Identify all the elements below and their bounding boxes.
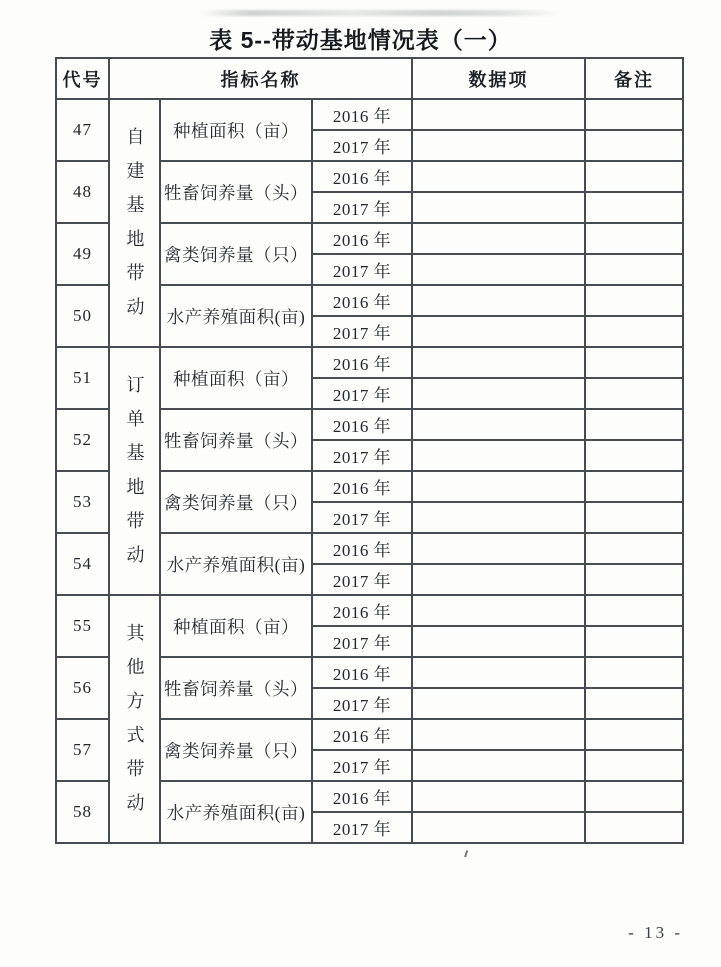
code-cell: 50: [56, 285, 109, 347]
indicator-cell: 牲畜饲养量（头）: [160, 161, 312, 223]
code-cell: 57: [56, 719, 109, 781]
year-cell: 2017 年: [312, 440, 412, 471]
year-cell: 2016 年: [312, 471, 412, 502]
remark-cell: [585, 161, 683, 192]
data-item-cell: [412, 719, 585, 750]
data-item-cell: [412, 781, 585, 812]
page-title: 表 5--带动基地情况表（一）: [209, 27, 512, 53]
year-cell: 2016 年: [312, 719, 412, 750]
year-cell: 2017 年: [312, 812, 412, 843]
remark-cell: [585, 409, 683, 440]
year-cell: 2016 年: [312, 285, 412, 316]
table-row: [56, 595, 683, 626]
group-cell: [109, 347, 160, 595]
year-cell: 2016 年: [312, 657, 412, 688]
header-indicator: 指标名称: [109, 58, 412, 99]
remark-cell: [585, 316, 683, 347]
year-cell: 2016 年: [312, 347, 412, 378]
indicator-cell: 种植面积（亩）: [160, 595, 312, 657]
indicator-cell: 种植面积（亩）: [160, 99, 312, 161]
code-cell: 54: [56, 533, 109, 595]
header-remark: 备注: [585, 58, 683, 99]
code-cell: 48: [56, 161, 109, 223]
page-number: - 13 -: [628, 923, 683, 942]
indicator-cell: 禽类饲养量（只）: [160, 719, 312, 781]
remark-cell: [585, 812, 683, 843]
code-cell: 52: [56, 409, 109, 471]
code-cell: 56: [56, 657, 109, 719]
group-cell: [109, 595, 160, 843]
data-item-cell: [412, 99, 585, 130]
year-cell: 2017 年: [312, 378, 412, 409]
data-item-cell: [412, 409, 585, 440]
data-item-cell: [412, 254, 585, 285]
data-item-cell: [412, 285, 585, 316]
base-driving-table: [55, 57, 684, 844]
scan-artifact-speck: [464, 850, 473, 859]
remark-cell: [585, 564, 683, 595]
scan-artifact-smudge: [200, 10, 560, 16]
data-item-cell: [412, 626, 585, 657]
remark-cell: [585, 192, 683, 223]
year-cell: 2017 年: [312, 688, 412, 719]
year-cell: 2017 年: [312, 316, 412, 347]
data-item-cell: [412, 812, 585, 843]
indicator-cell: 牲畜饲养量（头）: [160, 657, 312, 719]
code-cell: 53: [56, 471, 109, 533]
indicator-cell: 水产养殖面积(亩): [160, 533, 312, 595]
remark-cell: [585, 223, 683, 254]
year-cell: 2017 年: [312, 192, 412, 223]
remark-cell: [585, 781, 683, 812]
remark-cell: [585, 130, 683, 161]
remark-cell: [585, 626, 683, 657]
year-cell: 2017 年: [312, 626, 412, 657]
remark-cell: [585, 440, 683, 471]
remark-cell: [585, 719, 683, 750]
remark-cell: [585, 99, 683, 130]
indicator-cell: 水产养殖面积(亩): [160, 781, 312, 843]
data-item-cell: [412, 564, 585, 595]
year-cell: 2017 年: [312, 564, 412, 595]
remark-cell: [585, 378, 683, 409]
year-cell: 2017 年: [312, 502, 412, 533]
code-cell: 51: [56, 347, 109, 409]
remark-cell: [585, 688, 683, 719]
year-cell: 2017 年: [312, 130, 412, 161]
indicator-cell: 种植面积（亩）: [160, 347, 312, 409]
code-cell: 49: [56, 223, 109, 285]
data-item-cell: [412, 533, 585, 564]
code-cell: 58: [56, 781, 109, 843]
indicator-cell: 禽类饲养量（只）: [160, 223, 312, 285]
data-item-cell: [412, 223, 585, 254]
table-row: [56, 99, 683, 130]
remark-cell: [585, 471, 683, 502]
remark-cell: [585, 750, 683, 781]
data-item-cell: [412, 130, 585, 161]
remark-cell: [585, 254, 683, 285]
data-item-cell: [412, 161, 585, 192]
year-cell: 2017 年: [312, 254, 412, 285]
header-code: 代号: [56, 58, 109, 99]
remark-cell: [585, 502, 683, 533]
group-label: 订单基地带动: [124, 374, 145, 579]
year-cell: 2016 年: [312, 533, 412, 564]
group-label: 其他方式带动: [124, 622, 145, 827]
data-item-cell: [412, 657, 585, 688]
indicator-cell: 水产养殖面积(亩): [160, 285, 312, 347]
data-item-cell: [412, 316, 585, 347]
year-cell: 2016 年: [312, 595, 412, 626]
data-item-cell: [412, 502, 585, 533]
indicator-cell: 禽类饲养量（只）: [160, 471, 312, 533]
data-item-cell: [412, 688, 585, 719]
remark-cell: [585, 347, 683, 378]
data-item-cell: [412, 750, 585, 781]
group-label: 自建基地带动: [124, 126, 145, 331]
data-item-cell: [412, 378, 585, 409]
remark-cell: [585, 657, 683, 688]
year-cell: 2016 年: [312, 781, 412, 812]
code-cell: 47: [56, 99, 109, 161]
year-cell: 2017 年: [312, 750, 412, 781]
year-cell: 2016 年: [312, 161, 412, 192]
year-cell: 2016 年: [312, 409, 412, 440]
data-item-cell: [412, 471, 585, 502]
header-data-item: 数据项: [412, 58, 585, 99]
group-cell: [109, 99, 160, 347]
data-item-cell: [412, 440, 585, 471]
data-item-cell: [412, 192, 585, 223]
data-item-cell: [412, 595, 585, 626]
indicator-cell: 牲畜饲养量（头）: [160, 409, 312, 471]
year-cell: 2016 年: [312, 99, 412, 130]
data-item-cell: [412, 347, 585, 378]
code-cell: 55: [56, 595, 109, 657]
remark-cell: [585, 595, 683, 626]
year-cell: 2016 年: [312, 223, 412, 254]
remark-cell: [585, 533, 683, 564]
header-row: [56, 58, 683, 99]
table-row: [56, 347, 683, 378]
remark-cell: [585, 285, 683, 316]
